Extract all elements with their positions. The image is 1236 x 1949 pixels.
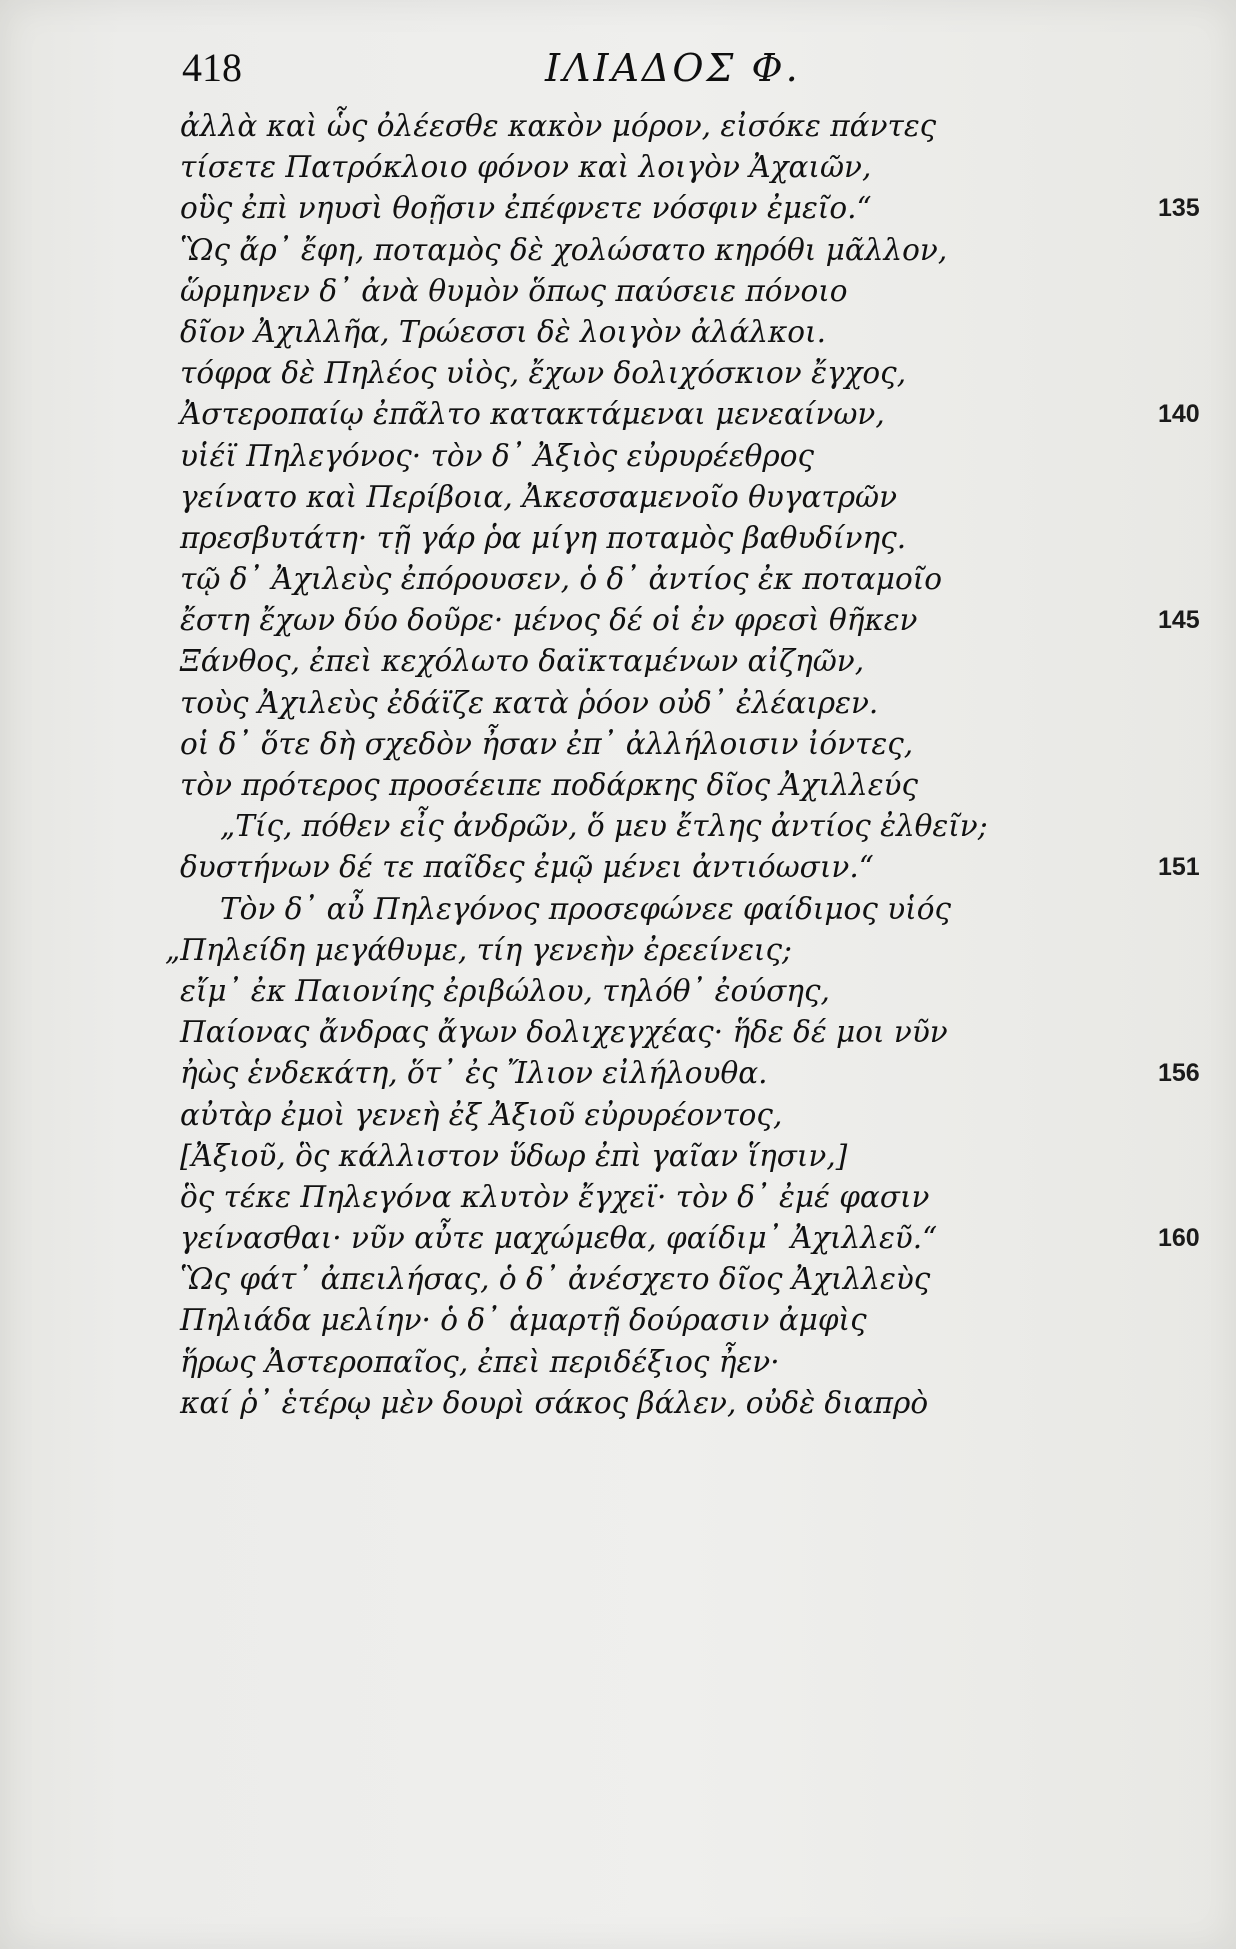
verse-line: [0, 559, 1236, 600]
verse-text-line: τόφρα δὲ Πηλέος υἱὸς, ἔχων δολιχόσκιον ἔγχος,: [180, 356, 907, 391]
verse-text-line: Ξάνθος, ἐπεὶ κεχόλωτο δαϊκταμένων αἰζηῶν,: [180, 644, 865, 679]
verse-text-line: τὸν πρότερος προσέειπε ποδάρκης δῖος Ἀχιλλεύς: [180, 768, 918, 802]
verse-text-line: ἔστη ἔχων δύο δοῦρε· μένος δέ οἱ ἐν φρεσὶ θῆκεν: [180, 603, 918, 638]
verse-line: [0, 1177, 1236, 1218]
verse-line: [0, 436, 1236, 477]
verse-line: [0, 971, 1236, 1012]
verse-line: [0, 683, 1236, 724]
verse-text-line: „Τίς, πόθεν εἶς ἀνδρῶν, ὅ μευ ἔτλης ἀντίος ἐλθεῖν;: [220, 809, 988, 844]
verse-text-line: Ὣς ἄρ᾽ ἔφη, ποταμὸς δὲ χολώσατο κηρόθι μᾶλλον,: [180, 232, 948, 267]
verse-text-line: οἱ δ᾽ ὅτε δὴ σχεδὸν ἦσαν ἐπ᾽ ἀλλήλοισιν ἰόντες,: [180, 726, 914, 761]
verse-line: [0, 1300, 1236, 1341]
running-title: ΙΛΙΑΔΟΣ Φ.: [545, 46, 801, 90]
verse-text-line: εἴμ᾽ ἐκ Παιονίης ἐριβώλου, τηλόθ᾽ ἐούσης,: [180, 973, 830, 1008]
verse-line: [0, 806, 1236, 847]
verse-line: [0, 271, 1236, 312]
verse-text: [0, 106, 1236, 1424]
verse-text-line: τῷ δ᾽ Ἀχιλεὺς ἐπόρουσεν, ὁ δ᾽ ἀντίος ἐκ ποταμοῖο: [180, 562, 943, 597]
verse-line: [0, 230, 1236, 271]
verse-line: [0, 889, 1236, 930]
verse-text-line: υἱέϊ Πηλεγόνος· τὸν δ᾽ Ἀξιὸς εὐρυρέεθρος: [180, 438, 815, 473]
verse-line: [0, 1383, 1236, 1424]
verse-text-line: τίσετε Πατρόκλοιο φόνον καὶ λοιγὸν Ἀχαιῶν,: [180, 150, 872, 185]
verse-text-line: ἠὼς ἑνδεκάτη, ὅτ᾽ ἐς Ἴλιον εἰλήλουθα.: [180, 1056, 768, 1091]
verse-text-line: ὃς τέκε Πηλεγόνα κλυτὸν ἔγχεϊ· τὸν δ᾽ ἐμέ φασιν: [180, 1179, 930, 1214]
page-number: 418: [182, 45, 242, 90]
verse-line: [0, 765, 1236, 806]
verse-text-line: Πηλιάδα μελίην· ὁ δ᾽ ἁμαρτῇ δούρασιν ἀμφὶς: [180, 1303, 867, 1338]
verse-line: [0, 724, 1236, 765]
verse-line: [0, 1012, 1236, 1053]
verse-line: [0, 1342, 1236, 1383]
verse-text-line: καί ῥ᾽ ἑτέρῳ μὲν δουρὶ σάκος βάλεν, οὐδὲ διαπρὸ: [180, 1385, 929, 1420]
verse-text-line: [Ἀξιοῦ, ὃς κάλλιστον ὕδωρ ἐπὶ γαῖαν ἵησιν,]: [180, 1138, 848, 1173]
verse-text-line: Τὸν δ᾽ αὖ Πηλεγόνος προσεφώνεε φαίδιμος υἱός: [220, 891, 952, 926]
verse-text-line: ἥρως Ἀστεροπαῖος, ἐπεὶ περιδέξιος ἦεν·: [180, 1344, 780, 1379]
verse-line: [0, 394, 1236, 435]
verse-text-line: δυστήνων δέ τε παῖδες ἐμῷ μένει ἀντιόωσιν.“: [180, 850, 874, 885]
verse-line: [0, 353, 1236, 394]
verse-line: [0, 188, 1236, 229]
verse-line: [0, 847, 1236, 888]
line-number: 140: [1158, 400, 1200, 429]
line-number: 135: [1158, 194, 1200, 223]
verse-text-line: πρεσβυτάτη· τῇ γάρ ῥα μίγη ποταμὸς βαθυδίνης.: [180, 520, 907, 555]
verse-line: [0, 477, 1236, 518]
verse-line: [0, 518, 1236, 559]
line-number: 145: [1158, 606, 1200, 635]
line-number: 156: [1158, 1059, 1200, 1088]
verse-line: [0, 1095, 1236, 1136]
verse-line: [0, 1218, 1236, 1259]
verse-text-line: Ὣς φάτ᾽ ἀπειλήσας, ὁ δ᾽ ἀνέσχετο δῖος Ἀχιλλεὺς: [180, 1262, 931, 1297]
verse-text-line: γείνατο καὶ Περίβοια, Ἀκεσσαμενοῖο θυγατρῶν: [180, 479, 898, 514]
verse-text-line: Παίονας ἄνδρας ἄγων δολιχεγχέας· ἥδε δέ μοι νῦν: [180, 1015, 948, 1050]
verse-text-line: ἀλλὰ καὶ ὧς ὀλέεσθε κακὸν μόρον, εἰσόκε πάντες: [180, 109, 937, 143]
verse-line: [0, 1136, 1236, 1177]
verse-line: [0, 147, 1236, 188]
verse-text-line: τοὺς Ἀχιλεὺς ἐδάϊζε κατὰ ῥόον οὐδ᾽ ἐλέαιρεν.: [180, 685, 879, 720]
verse-text-line: γείνασθαι· νῦν αὖτε μαχώμεθα, φαίδιμ᾽ Ἀχιλλεῦ.“: [180, 1221, 938, 1256]
verse-line: [0, 106, 1236, 147]
verse-text-line: Ἀστεροπαίῳ ἐπᾶλτο κατακτάμεναι μενεαίνων,: [180, 397, 885, 432]
verse-line: [0, 930, 1236, 971]
verse-line: [0, 1053, 1236, 1094]
verse-line: [0, 1259, 1236, 1300]
verse-text-line: οὓς ἐπὶ νηυσὶ θοῇσιν ἐπέφνετε νόσφιν ἐμεῖο.“: [180, 191, 872, 226]
verse-text-line: „Πηλείδη μεγάθυμε, τίη γενεὴν ἐρεείνεις;: [165, 932, 792, 967]
verse-text-line: δῖον Ἀχιλλῆα, Τρώεσσι δὲ λοιγὸν ἀλάλκοι.: [180, 314, 826, 349]
verse-line: [0, 641, 1236, 682]
verse-text-line: αὐτὰρ ἐμοὶ γενεὴ ἐξ Ἀξιοῦ εὐρυρέοντος,: [180, 1097, 783, 1132]
verse-text-line: ὥρμηνεν δ᾽ ἀνὰ θυμὸν ὅπως παύσειε πόνοιο: [180, 273, 848, 308]
verse-line: [0, 600, 1236, 641]
line-number: 160: [1158, 1224, 1200, 1253]
verse-line: [0, 312, 1236, 353]
line-number: 151: [1158, 853, 1200, 882]
